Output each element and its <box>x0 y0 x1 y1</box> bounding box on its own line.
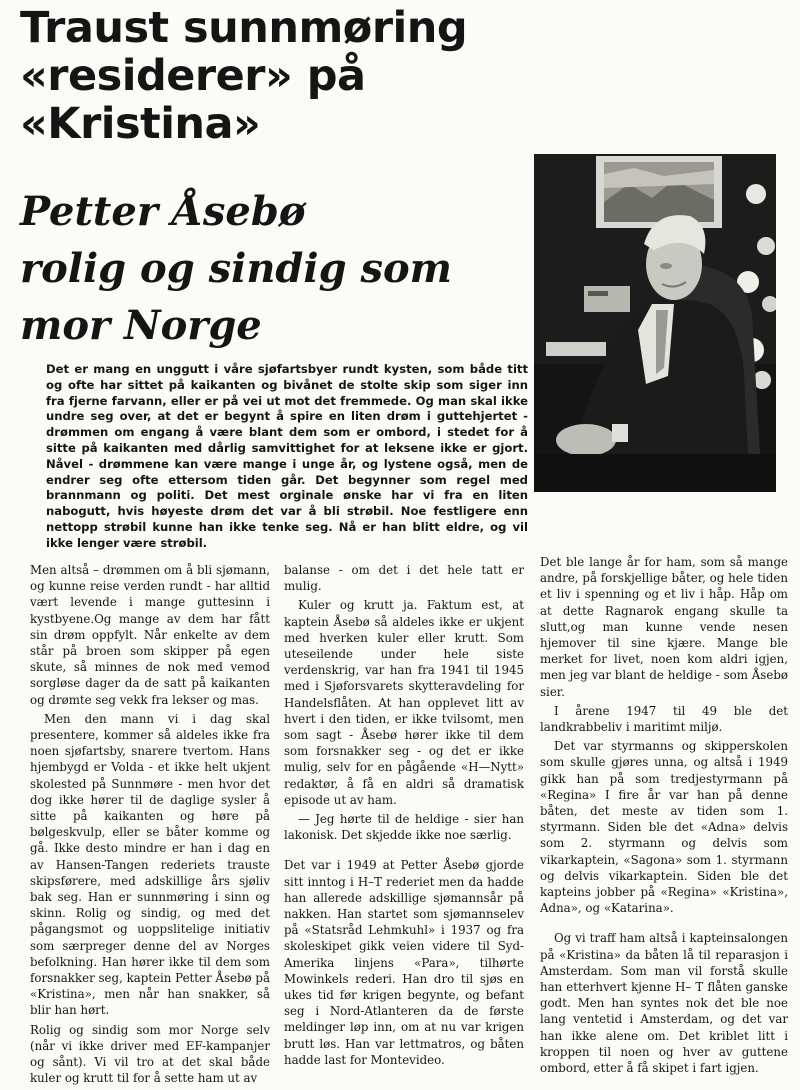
headline-line-2: «residerer» på <box>20 51 366 101</box>
intro-paragraph: Det er mang en unggutt i våre sjøfartsbyer rundt kysten, som både titt og ofte har sittet på kaikanten og bivånet de stolte skip som siger inn fra fjerne farvann, eller er på vei ut mot det fremmede. Og man skal ikke undre seg over, at det er begynt å spire en liten drøm i guttehjertet - drømmen om engang å være blant dem som er ombord, i stedet for å sitte på kaikanten med dårlig samvittighet for at leksene ikke er gjort. Nåvel - drømmene kan være mange i unge år, og lystene også, men de endrer seg ofte ettersom tiden går. Det begynner som regel med brannmann og politi. Det mest orginale ønske har vi fra en liten nabogutt, hvis høyeste drøm det var å bli strøbil. Noe festligere enn nettopp strøbil kunne han ikke tenke seg. Nå er han blitt eldre, og vil ikke lenger være strøbil. <box>46 362 528 550</box>
subheadline-line-1: Petter Åsebø <box>20 188 306 235</box>
body-paragraph: — Jeg hørte til de heldige - sier han lakonisk. Det skjedde ikke noe særlig. <box>284 812 524 843</box>
captain-photo <box>534 154 776 492</box>
body-paragraph: balanse - om det i det hele tatt er mulig. <box>284 563 524 594</box>
body-paragraph: Men den mann vi i dag skal presentere, kommer så aldeles ikke fra noen sjøfartsby, snarere tvertom. Hans hjembygd er Volda - et ikke helt ukjent skolested på Sunnmøre - men hvor det dog ikke hører til de daglige sysler å sitte på kaikanten og høre på bølgeskvulp, eller se båter komme og gå. Ikke desto mindre er han i dag en av Hansen-Tangen rederiets trauste skipsførere, med adskillige års sjøliv bak seg. Han er sunnmøring i sinn og skinn. Rolig og sindig, og med det pågangsmot og uoppslitelige initiativ som særpreger denne del av Norges befolkning. Han hører ikke til dem som forsnakker seg, kaptein Petter Åsebø på «Kristina», men når han snakker, så blir han hørt. <box>30 711 270 1018</box>
subheadline-line-3: mor Norge <box>20 302 262 349</box>
body-paragraph: Det var i 1949 at Petter Åsebø gjorde sitt inntog i H–T rederiet men da hadde han allerede adskillige sjømannsår på nakken. Han startet som sjømannselev på «Statsråd Lehmkuhl» i 1937 og fra skoleskipet gikk veien videre til Syd-Amerika linjens «Para», tilhørte Mowinkels rederi. Han dro til sjøs en ukes tid før krigen begynte, og befant seg i Nord-Atlanteren da de første meldinger løp inn, om at nu var krigen brutt løs. Han var lettmatros, og båten hadde last for Montevideo. <box>284 858 524 1067</box>
subheadline <box>20 183 540 354</box>
body-paragraph: Det var styrmanns og skipperskolen som skulle gjøres unna, og altså i 1949 gikk han på som tredjestyrmann på «Regina» I fire år var han på denne båten, det meste av tiden som 1. styrmann. Siden ble det «Adna» delvis som 2. styrmann og delvis som vikarkaptein, «Sagona» som 1. styrmann og delvis vikarkaptein. Siden ble det kapteins jobber på «Regina» «Kristina», Adna», og «Katarina». <box>540 739 788 916</box>
body-paragraph: Rolig og sindig som mor Norge selv (når vi ikke driver med EF-kampanjer og sånt). Vi vil tro at det skal både kuler og krutt til for å sette ham ut av <box>30 1022 270 1086</box>
body-column-2 <box>284 562 524 1071</box>
body-paragraph: Kuler og krutt ja. Faktum est, at kaptein Åsebø så aldeles ikke er ukjent med hverken kuler eller krutt. Som uteseilende under hele siste verdenskrig, var han fra 1941 til 1945 med i Sjøforsvarets skytteravdeling for Handelsflåten. At han opplevet litt av hvert i den tiden, er ikke tvilsomt, men som sagt - Åsebø hører ikke til dem som forsnakker seg - og det er ikke mulig, selv for en pågående «H—Nytt» redaktør, å få en aldri så dramatisk episode ut av ham. <box>284 598 524 807</box>
body-column-3 <box>540 554 788 1079</box>
body-column-1 <box>30 562 270 1090</box>
body-paragraph: Det ble lange år for ham, som så mange andre, på forskjellige båter, og hele tiden et liv i spenning og et liv i håp. Håp om at dette Ragnarok engang skulle ta slutt,og man kunne vende nesen hjemover til sine kjære. Mange ble merket for livet, noen kom aldri igjen, men jeg var blant de heldige - som Åsebø sier. <box>540 555 788 699</box>
headline-line-3: «Kristina» <box>20 99 261 149</box>
headline-line-1: Traust sunnmøring <box>20 3 468 53</box>
body-paragraph: Og vi traff ham altså i kapteinsalongen på «Kristina» da båten lå til reparasjon i Amsterdam. Som man vil forstå skulle han etterhvert kjenne H– T flåten ganske godt. Men han syntes nok det ble noe lang ventetid i Amsterdam, og det var han ikke alene om. Det kriblet litt i kroppen til noen og hver av guttene ombord, etter å få skipet i fart igjen. <box>540 931 788 1076</box>
body-paragraph: Men altså – drømmen om å bli sjømann, og kunne reise verden rundt - har alltid vært levende i mange guttesinn i kystbyene.Og mange av dem har fått sin drøm oppfylt. Når enkelte av dem står på broen som skipper på egen skute, så minnes de nok med vemod sorgløse dager da de satt på kaikanten og drømte seg vekk fra lekser og mas. <box>30 563 270 707</box>
subheadline-line-2: rolig og sindig som <box>20 245 452 292</box>
headline <box>20 4 540 148</box>
body-paragraph: I årene 1947 til 49 ble det landkrabbeliv i maritimt miljø. <box>540 703 788 735</box>
captain-portrait-illustration <box>534 154 776 492</box>
